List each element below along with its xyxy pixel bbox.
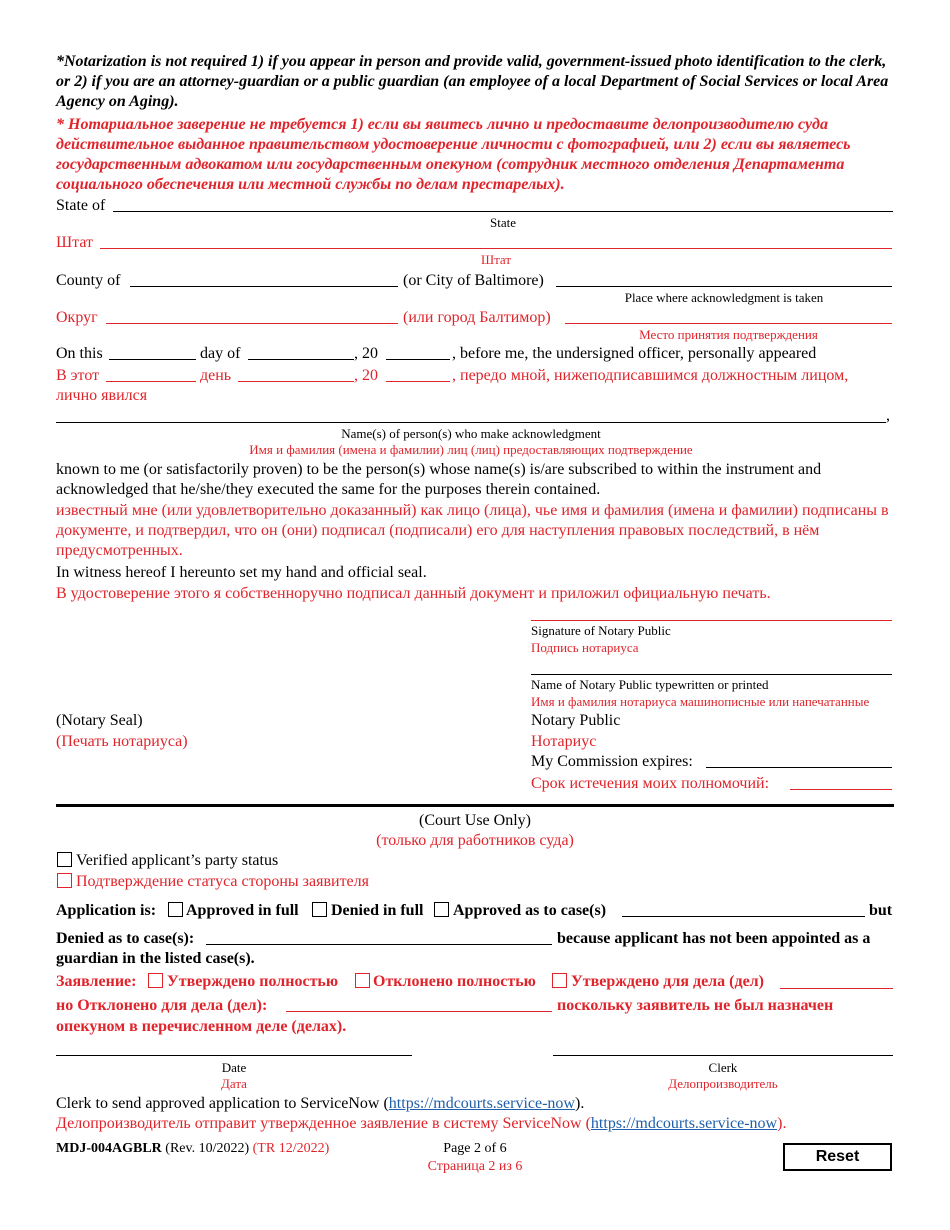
notarization-note: *Notarization is not required 1) if you appear in person and provide valid, government-issued photo identification to the clerk, or 2) if you are an attorney-guardian or a public guardian (an employee of a local Department of Social Services or local Area Agency on Aging). — [56, 53, 889, 110]
date-caption: Date — [221, 1060, 247, 1075]
page-number: Page 2 of 6 — [443, 1141, 507, 1156]
witness-text-ru: В удостоверение этого я собственноручно подписал данный документ и приложил официальную печать. — [56, 585, 771, 602]
but-label: but — [869, 902, 893, 919]
county-field[interactable] — [130, 286, 398, 287]
denied-full-checkbox[interactable] — [312, 902, 327, 917]
approved-full-label-ru: Утверждено полностью — [167, 973, 339, 990]
approved-full-label: Approved in full — [186, 902, 299, 919]
approved-full-checkbox-ru — [148, 973, 163, 988]
servicenow-link[interactable]: https://mdcourts.service-now — [388, 1095, 575, 1112]
approved-cases-label-ru: Утверждено для дела (дел) — [571, 973, 764, 990]
notary-public-label-ru: Нотариус — [531, 733, 597, 750]
application-is-label-ru: Заявление: — [56, 973, 137, 990]
notary-public-label: Notary Public — [531, 712, 621, 729]
verified-checkbox-ru — [57, 873, 72, 888]
notary-signature-caption-ru: Подпись нотариуса — [531, 640, 639, 655]
approved-full-checkbox[interactable] — [168, 902, 183, 917]
clerk-field[interactable] — [553, 1055, 893, 1056]
date-caption-ru: Дата — [221, 1076, 247, 1091]
day-field[interactable] — [109, 359, 196, 360]
state-field[interactable] — [113, 211, 893, 212]
place-caption: Place where acknowledgment is taken — [624, 290, 824, 305]
names-comma: , — [886, 407, 890, 424]
approved-cases-checkbox[interactable] — [434, 902, 449, 917]
notary-name-field[interactable] — [531, 674, 892, 675]
commission-label-ru: Срок истечения моих полномочий: — [531, 775, 770, 792]
year-field-ru — [386, 381, 450, 382]
denied-full-checkbox-ru — [355, 973, 370, 988]
notary-name-caption-ru: Имя и фамилия нотариуса машинописные или напечатанные — [531, 694, 870, 709]
verified-label-ru: Подтверждение статуса стороны заявителя — [76, 873, 369, 890]
date-field[interactable] — [56, 1055, 412, 1056]
year-field[interactable] — [386, 359, 450, 360]
month-field-ru — [238, 381, 354, 382]
clerk-caption-ru: Делопроизводитель — [668, 1076, 778, 1091]
because-label-ru: поскольку заявитель не был назначен — [557, 997, 834, 1014]
before-me-text-ru: , передо мной, нижеподписавшимся должностным лицом, — [452, 367, 849, 384]
denied-cases-field-ru — [286, 1011, 552, 1012]
commission-label: My Commission expires: — [531, 753, 693, 770]
approved-cases-checkbox-ru — [552, 973, 567, 988]
application-is-label: Application is: — [56, 902, 157, 919]
guardian-label-ru: опекуном в перечисленном деле (делах). — [56, 1018, 347, 1035]
state-field-ru — [100, 248, 892, 249]
page-number-ru: Страница 2 из 6 — [427, 1159, 523, 1174]
county-label-ru: Округ — [56, 309, 98, 326]
court-divider — [56, 804, 894, 807]
clerk-send-text-ru: Делопроизводитель отправит утвержденное заявление в систему ServiceNow (https://mdcourts.service-now). — [56, 1115, 787, 1132]
state-label: State of — [56, 197, 106, 214]
day-of-label: day of — [200, 345, 241, 362]
commission-field[interactable] — [706, 767, 892, 768]
denied-cases-label-ru: но Отклонено для дела (дел): — [56, 997, 268, 1014]
commission-field-ru — [790, 789, 892, 790]
day-field-ru — [106, 381, 196, 382]
servicenow-link-ru[interactable]: https://mdcourts.service-now — [590, 1115, 778, 1132]
state-label-ru: Штат — [56, 234, 94, 251]
notary-signature-caption: Signature of Notary Public — [531, 623, 671, 638]
names-field[interactable] — [56, 422, 886, 423]
year-prefix: , 20 — [354, 345, 378, 362]
witness-text: In witness hereof I hereunto set my hand and official seal. — [56, 564, 427, 581]
year-prefix-ru: , 20 — [354, 367, 378, 384]
baltimore-label-ru: (или город Балтимор) — [403, 309, 551, 326]
month-field[interactable] — [248, 359, 354, 360]
approved-cases-field[interactable] — [622, 916, 865, 917]
names-caption: Name(s) of person(s) who make acknowledgment — [341, 426, 601, 441]
appeared-text-ru: лично явился — [56, 387, 148, 404]
on-this-label: On this — [56, 345, 103, 362]
denied-cases-label: Denied as to case(s): — [56, 930, 195, 947]
notary-seal-label-ru: (Печать нотариуса) — [56, 733, 188, 750]
notary-signature-field[interactable] — [531, 620, 892, 621]
approved-cases-label: Approved as to case(s) — [453, 902, 607, 919]
known-text-ru: известный мне (или удовлетворительно доказанный) как лицо (лица), чье имя и фамилия (имена и фамилии) подписаны в документе, и подтвердил, что он (они) подписал (подписали) его для наступления правовых последствий, в нём предусмотренных. — [56, 502, 889, 559]
known-text: known to me (or satisfactorily proven) to be the person(s) whose name(s) is/are subscribed to within the instrument and acknowledged that he/she/they executed the same for the purposes therein contained. — [56, 461, 822, 498]
denied-full-label-ru: Отклонено полностью — [373, 973, 536, 990]
before-me-text: , before me, the undersigned officer, personally appeared — [452, 345, 817, 362]
verified-label: Verified applicant’s party status — [76, 852, 279, 869]
day-of-label-ru: день — [200, 367, 232, 384]
approved-cases-field-ru — [780, 988, 893, 989]
denied-full-label: Denied in full — [331, 902, 424, 919]
court-use-heading-ru: (только для работников суда) — [376, 832, 574, 849]
place-field-ru — [565, 323, 892, 324]
verified-checkbox[interactable] — [57, 852, 72, 867]
clerk-send-text: Clerk to send approved application to ServiceNow (https://mdcourts.service-now). — [56, 1095, 585, 1112]
clerk-caption: Clerk — [708, 1060, 738, 1075]
state-caption-ru: Штат — [480, 252, 512, 267]
notary-name-caption: Name of Notary Public typewritten or printed — [531, 677, 769, 692]
county-field-ru — [106, 323, 398, 324]
names-caption-ru: Имя и фамилия (имена и фамилии) лиц (лиц) предоставляющих подтверждение — [249, 442, 693, 457]
state-caption: State — [490, 215, 516, 230]
county-label: County of — [56, 272, 121, 289]
notary-seal-label: (Notary Seal) — [56, 712, 143, 729]
guardian-label: guardian in the listed case(s). — [56, 950, 255, 967]
baltimore-label: (or City of Baltimore) — [403, 272, 544, 289]
on-this-label-ru: В этот — [56, 367, 100, 384]
place-field[interactable] — [556, 286, 892, 287]
form-id: MDJ-004AGBLR (Rev. 10/2022) (TR 12/2022) — [56, 1141, 330, 1156]
place-caption-ru: Место принятия подтверждения — [639, 327, 818, 342]
denied-cases-field[interactable] — [206, 944, 552, 945]
court-use-heading: (Court Use Only) — [419, 812, 531, 829]
because-label: because applicant has not been appointed as a — [557, 930, 871, 947]
reset-button[interactable]: Reset — [783, 1143, 892, 1171]
notarization-note-ru: * Нотариальное заверение не требуется 1) если вы явитесь лично и предоставите делопроизводителю суда действительное выданное правительством удостоверение личности с фотографией, или 2) если вы являетесь государственным адвокатом или государственным опекуном (сотрудник местного отделения Департамента социального обеспечения или местной службы по делам престарелых). — [56, 116, 851, 193]
